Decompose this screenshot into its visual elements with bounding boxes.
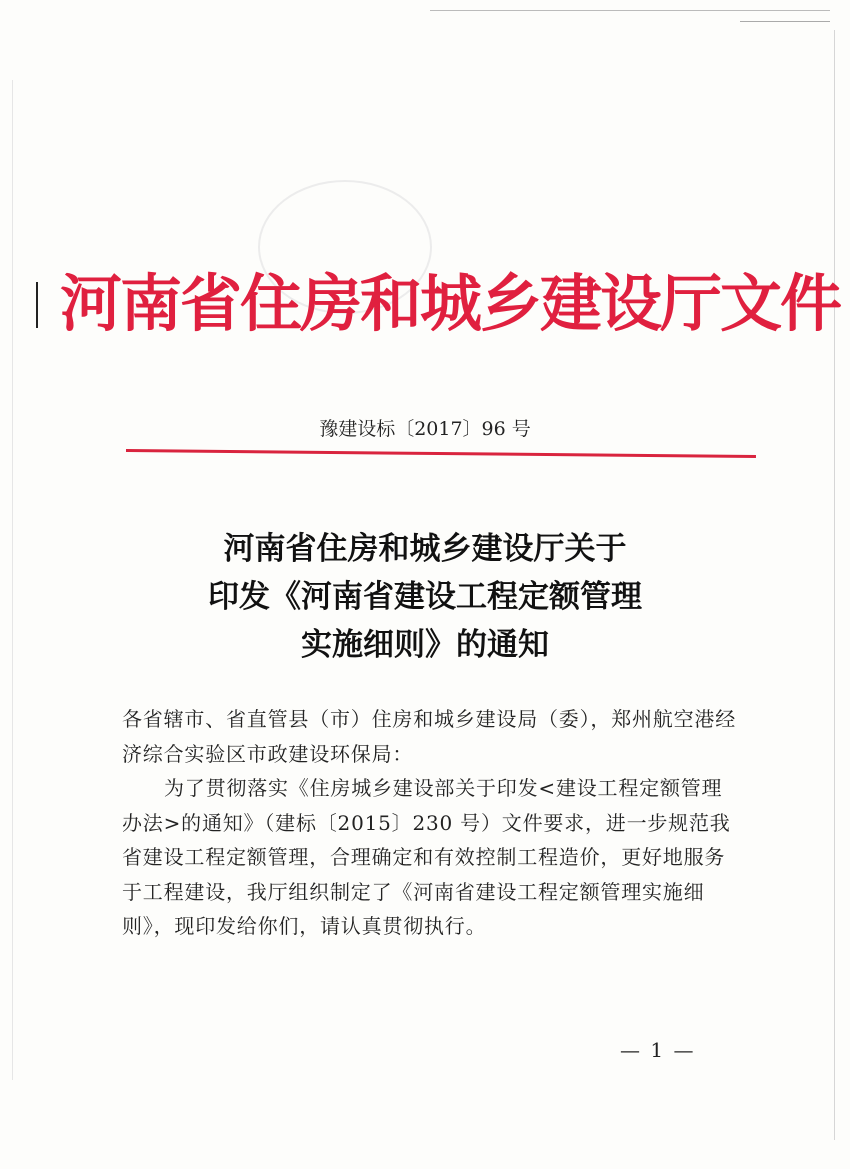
page-number: — 1 — [620,1038,696,1062]
notice-title-line: 河南省住房和城乡建设厅关于 [223,531,627,567]
notice-title-line: 实施细则》的通知 [301,627,549,663]
document-number: 豫建设标〔2017〕96 号 [319,418,531,440]
notice-title [0,525,850,669]
scan-edge-top [430,10,830,11]
notice-body [122,702,736,944]
red-divider-line [126,449,756,458]
addressee: 各省辖市、省直管县（市）住房和城乡建设局（委），郑州航空港经济综合实验区市政建设环保局： [122,707,736,766]
body-paragraph: 为了贯彻落实《住房城乡建设部关于印发<建设工程定额管理办法>的通知》（建标〔2015〕230 号）文件要求，进一步规范我省建设工程定额管理，合理确定和有效控制工程造价，更好地服务于工程建设，我厅组织制定了《河南省建设工程定额管理实施细则》，现印发给你们，请认真贯彻执行。 [122,776,731,938]
document-header-title: 河南省住房和城乡建设厅文件 [59,267,840,340]
notice-title-line: 印发《河南省建设工程定额管理 [208,579,642,615]
scan-edge-top-secondary [740,21,830,22]
